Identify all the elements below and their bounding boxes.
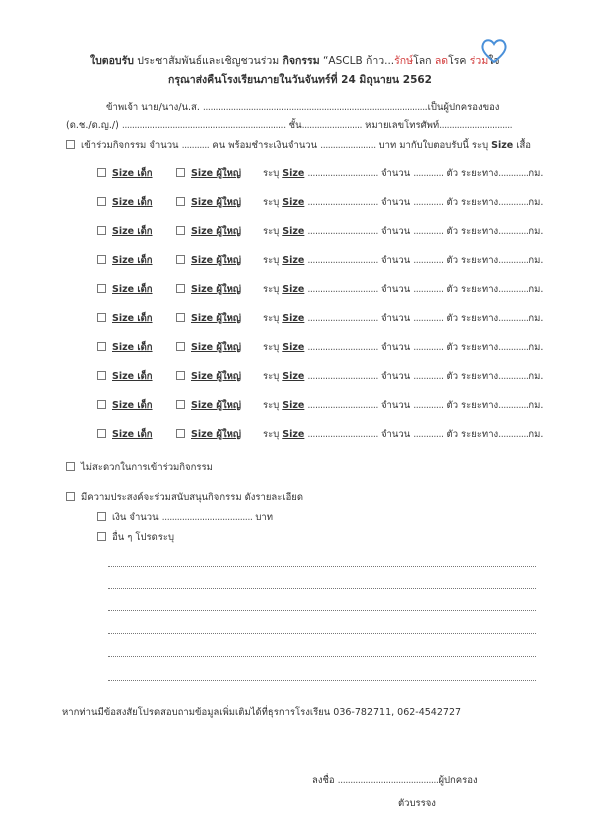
specify-label: ระบุ bbox=[263, 429, 280, 440]
class-label: ชั้น bbox=[288, 120, 302, 131]
size-row bbox=[97, 166, 543, 181]
size-label: Size bbox=[282, 342, 305, 353]
qty-field[interactable]: ............ bbox=[413, 342, 444, 353]
join-pay-label: คน พร้อมชำระเงินจำนวน bbox=[212, 140, 318, 151]
kid-size-label: Size เด็ก bbox=[112, 255, 153, 266]
adult-size-checkbox[interactable] bbox=[176, 197, 185, 206]
join-size: Size bbox=[491, 140, 514, 151]
title-mid-2: โรค bbox=[448, 55, 467, 67]
adult-size-checkbox[interactable] bbox=[176, 371, 185, 380]
adult-size-label: Size ผู้ใหญ่ bbox=[191, 342, 241, 353]
qty-field[interactable]: ............ bbox=[413, 197, 444, 208]
other-detail-line-4[interactable] bbox=[108, 633, 536, 634]
kid-size-label: Size เด็ก bbox=[112, 429, 153, 440]
specify-label: ระบุ bbox=[263, 284, 280, 295]
adult-size-label: Size ผู้ใหญ่ bbox=[191, 226, 241, 237]
specify-label: ระบุ bbox=[263, 342, 280, 353]
size-field[interactable]: ............................ bbox=[307, 342, 378, 353]
size-field[interactable]: ............................ bbox=[307, 400, 378, 411]
other-detail-line-3[interactable] bbox=[108, 610, 536, 611]
distance-field[interactable]: ............ bbox=[498, 342, 529, 353]
kid-size-checkbox[interactable] bbox=[97, 313, 106, 322]
km-label: กม. bbox=[528, 284, 544, 295]
join-shirt: เสื้อ bbox=[516, 140, 532, 151]
sign-label: ลงชื่อ bbox=[312, 775, 335, 786]
form-title bbox=[90, 52, 500, 69]
qty-label: จำนวน bbox=[380, 284, 411, 295]
qty-field[interactable]: ............ bbox=[413, 168, 444, 179]
size-field[interactable]: ............................ bbox=[307, 226, 378, 237]
title-text: ประชาสัมพันธ์และเชิญชวนร่วม bbox=[137, 55, 280, 67]
kid-size-checkbox[interactable] bbox=[97, 284, 106, 293]
km-label: กม. bbox=[528, 313, 544, 324]
title-red-2: ลด bbox=[434, 55, 449, 67]
qty-label: จำนวน bbox=[380, 313, 411, 324]
adult-size-label: Size ผู้ใหญ่ bbox=[191, 313, 241, 324]
km-label: กม. bbox=[528, 371, 544, 382]
other-detail-line-1[interactable] bbox=[108, 566, 536, 567]
join-amount-field[interactable]: ...................... bbox=[320, 140, 376, 151]
unit-label: ตัว ระยะทาง bbox=[446, 284, 499, 295]
subtitle: กรุณาส่งคืนโรงเรียนภายในวันจันทร์ที่ 24 มิถุนายน 2562 bbox=[168, 74, 432, 86]
specify-label: ระบุ bbox=[263, 400, 280, 411]
size-field[interactable]: ............................ bbox=[307, 197, 378, 208]
kid-size-checkbox[interactable] bbox=[97, 226, 106, 235]
kid-size-label: Size เด็ก bbox=[112, 284, 153, 295]
km-label: กม. bbox=[528, 168, 544, 179]
join-checkbox[interactable] bbox=[66, 140, 75, 149]
guardian-line bbox=[106, 100, 499, 115]
kid-size-label: Size เด็ก bbox=[112, 197, 153, 208]
money-line bbox=[97, 510, 273, 525]
title-mid-1: โลก bbox=[413, 55, 432, 67]
size-row bbox=[97, 253, 543, 268]
print-name-label: ตัวบรรจง bbox=[398, 798, 436, 809]
size-label: Size bbox=[282, 429, 305, 440]
distance-field[interactable]: ............ bbox=[498, 371, 529, 382]
not-join-line bbox=[66, 460, 213, 475]
kid-size-label: Size เด็ก bbox=[112, 371, 153, 382]
join-label: เข้าร่วมกิจกรรม จำนวน bbox=[81, 140, 179, 151]
qty-label: จำนวน bbox=[380, 168, 411, 179]
size-row bbox=[97, 311, 543, 326]
size-row bbox=[97, 195, 543, 210]
size-label: Size bbox=[282, 371, 305, 382]
phone-field[interactable]: ............................. bbox=[439, 120, 513, 131]
guardian-name-field[interactable]: ........................................................................................ bbox=[202, 102, 425, 113]
other-detail-line-6[interactable] bbox=[108, 680, 536, 681]
adult-size-checkbox[interactable] bbox=[176, 429, 185, 438]
adult-size-checkbox[interactable] bbox=[176, 255, 185, 264]
adult-size-checkbox[interactable] bbox=[176, 168, 185, 177]
money-label: เงิน จำนวน bbox=[112, 512, 159, 523]
join-count-field[interactable]: ........... bbox=[181, 140, 210, 151]
size-label: Size bbox=[282, 284, 305, 295]
support-line bbox=[66, 490, 303, 505]
distance-field[interactable]: ............ bbox=[498, 197, 529, 208]
phone-label: หมายเลขโทรศัพท์ bbox=[365, 120, 440, 131]
qty-field[interactable]: ............ bbox=[413, 284, 444, 295]
join-note: บาท มากับใบตอบรับนี้ ระบุ bbox=[378, 140, 489, 151]
student-line bbox=[66, 118, 512, 133]
unit-label: ตัว ระยะทาง bbox=[446, 371, 499, 382]
title-mid-3: ใจ bbox=[488, 55, 500, 67]
size-row bbox=[97, 369, 543, 384]
adult-size-label: Size ผู้ใหญ่ bbox=[191, 168, 241, 179]
size-row bbox=[97, 282, 543, 297]
signature-line bbox=[312, 773, 478, 788]
not-join-checkbox[interactable] bbox=[66, 462, 75, 471]
sign-role: ผู้ปกครอง bbox=[438, 775, 478, 786]
qty-label: จำนวน bbox=[380, 429, 411, 440]
size-field[interactable]: ............................ bbox=[307, 168, 378, 179]
adult-size-label: Size ผู้ใหญ่ bbox=[191, 371, 241, 382]
qty-label: จำนวน bbox=[380, 342, 411, 353]
size-row bbox=[97, 427, 543, 442]
qty-field[interactable]: ............ bbox=[413, 226, 444, 237]
kid-size-label: Size เด็ก bbox=[112, 400, 153, 411]
km-label: กม. bbox=[528, 226, 544, 237]
title-quote: “ASCLB ก้าว... bbox=[322, 55, 395, 67]
money-checkbox[interactable] bbox=[97, 512, 106, 521]
km-label: กม. bbox=[528, 429, 544, 440]
title-red-1: รักษ์ bbox=[394, 55, 414, 67]
distance-field[interactable]: ............ bbox=[498, 429, 529, 440]
kid-size-checkbox[interactable] bbox=[97, 429, 106, 438]
student-label: (ด.ช./ด.ญ./) bbox=[66, 120, 119, 131]
qty-field[interactable]: ............ bbox=[413, 429, 444, 440]
size-field[interactable]: ............................ bbox=[307, 313, 378, 324]
size-label: Size bbox=[282, 313, 305, 324]
size-label: Size bbox=[282, 197, 305, 208]
kid-size-checkbox[interactable] bbox=[97, 342, 106, 351]
kid-size-label: Size เด็ก bbox=[112, 168, 153, 179]
adult-size-label: Size ผู้ใหญ่ bbox=[191, 429, 241, 440]
qty-label: จำนวน bbox=[380, 255, 411, 266]
unit-label: ตัว ระยะทาง bbox=[446, 313, 499, 324]
qty-field[interactable]: ............ bbox=[413, 400, 444, 411]
specify-label: ระบุ bbox=[263, 313, 280, 324]
other-detail-line-5[interactable] bbox=[108, 656, 536, 657]
specify-label: ระบุ bbox=[263, 226, 280, 237]
kid-size-label: Size เด็ก bbox=[112, 342, 153, 353]
size-field[interactable]: ............................ bbox=[307, 371, 378, 382]
specify-label: ระบุ bbox=[263, 371, 280, 382]
title-event: กิจกรรม bbox=[282, 55, 320, 67]
kid-size-checkbox[interactable] bbox=[97, 168, 106, 177]
qty-label: จำนวน bbox=[380, 197, 411, 208]
km-label: กม. bbox=[528, 400, 544, 411]
kid-size-checkbox[interactable] bbox=[97, 371, 106, 380]
size-row bbox=[97, 398, 543, 413]
qty-label: จำนวน bbox=[380, 371, 411, 382]
unit-label: ตัว ระยะทาง bbox=[446, 429, 499, 440]
title-red-3: ร่วม bbox=[469, 55, 489, 67]
student-name-field[interactable]: ................................................................. bbox=[121, 120, 286, 131]
kid-size-label: Size เด็ก bbox=[112, 313, 153, 324]
other-line bbox=[97, 530, 174, 545]
unit-label: ตัว ระยะทาง bbox=[446, 342, 499, 353]
size-label: Size bbox=[282, 400, 305, 411]
support-checkbox[interactable] bbox=[66, 492, 75, 501]
size-row bbox=[97, 224, 543, 239]
not-join-label: ไม่สะดวกในการเข้าร่วมกิจกรรม bbox=[81, 462, 213, 473]
money-field[interactable]: .................................... bbox=[161, 512, 253, 523]
other-label: อื่น ๆ โปรดระบุ bbox=[112, 532, 174, 543]
unit-label: ตัว ระยะทาง bbox=[446, 255, 499, 266]
unit-label: ตัว ระยะทาง bbox=[446, 197, 499, 208]
money-unit: บาท bbox=[255, 512, 274, 523]
km-label: กม. bbox=[528, 255, 544, 266]
specify-label: ระบุ bbox=[263, 168, 280, 179]
kid-size-label: Size เด็ก bbox=[112, 226, 153, 237]
contact-text: หากท่านมีข้อสงสัยโปรดสอบถามข้อมูลเพิ่มเติมได้ที่ธุรการโรงเรียน 036-782711, 062-4542727 bbox=[62, 707, 462, 718]
unit-label: ตัว ระยะทาง bbox=[446, 226, 499, 237]
unit-label: ตัว ระยะทาง bbox=[446, 400, 499, 411]
kid-size-checkbox[interactable] bbox=[97, 197, 106, 206]
specify-label: ระบุ bbox=[263, 197, 280, 208]
km-label: กม. bbox=[528, 342, 544, 353]
adult-size-checkbox[interactable] bbox=[176, 226, 185, 235]
size-field[interactable]: ............................ bbox=[307, 284, 378, 295]
adult-size-label: Size ผู้ใหญ่ bbox=[191, 400, 241, 411]
adult-size-checkbox[interactable] bbox=[176, 313, 185, 322]
distance-field[interactable]: ............ bbox=[498, 313, 529, 324]
qty-field[interactable]: ............ bbox=[413, 313, 444, 324]
adult-size-label: Size ผู้ใหญ่ bbox=[191, 255, 241, 266]
qty-label: จำนวน bbox=[380, 400, 411, 411]
adult-size-checkbox[interactable] bbox=[176, 284, 185, 293]
signature-field[interactable]: ........................................ bbox=[337, 775, 439, 786]
other-detail-line-2[interactable] bbox=[108, 588, 536, 589]
other-checkbox[interactable] bbox=[97, 532, 106, 541]
adult-size-checkbox[interactable] bbox=[176, 400, 185, 409]
size-field[interactable]: ............................ bbox=[307, 429, 378, 440]
size-field[interactable]: ............................ bbox=[307, 255, 378, 266]
km-label: กม. bbox=[528, 197, 544, 208]
title-bold: ใบตอบรับ bbox=[90, 55, 134, 67]
specify-label: ระบุ bbox=[263, 255, 280, 266]
join-line bbox=[66, 138, 531, 153]
distance-field[interactable]: ............ bbox=[498, 226, 529, 237]
distance-field[interactable]: ............ bbox=[498, 284, 529, 295]
adult-size-label: Size ผู้ใหญ่ bbox=[191, 197, 241, 208]
size-label: Size bbox=[282, 226, 305, 237]
size-label: Size bbox=[282, 168, 305, 179]
distance-field[interactable]: ............ bbox=[498, 400, 529, 411]
qty-field[interactable]: ............ bbox=[413, 371, 444, 382]
kid-size-checkbox[interactable] bbox=[97, 400, 106, 409]
size-row bbox=[97, 340, 543, 355]
unit-label: ตัว ระยะทาง bbox=[446, 168, 499, 179]
qty-label: จำนวน bbox=[380, 226, 411, 237]
heart-icon bbox=[480, 38, 508, 64]
guardian-suffix: .เป็นผู้ปกครองของ bbox=[424, 102, 500, 113]
size-label: Size bbox=[282, 255, 305, 266]
kid-size-checkbox[interactable] bbox=[97, 255, 106, 264]
guardian-label: ข้าพเจ้า นาย/นาง/น.ส. bbox=[106, 102, 200, 113]
distance-field[interactable]: ............ bbox=[498, 168, 529, 179]
distance-field[interactable]: ............ bbox=[498, 255, 529, 266]
qty-field[interactable]: ............ bbox=[413, 255, 444, 266]
support-label: มีความประสงค์จะร่วมสนับสนุนกิจกรรม ดังรายละเอียด bbox=[81, 492, 304, 503]
class-field[interactable]: ........................ bbox=[301, 120, 363, 131]
adult-size-checkbox[interactable] bbox=[176, 342, 185, 351]
adult-size-label: Size ผู้ใหญ่ bbox=[191, 284, 241, 295]
